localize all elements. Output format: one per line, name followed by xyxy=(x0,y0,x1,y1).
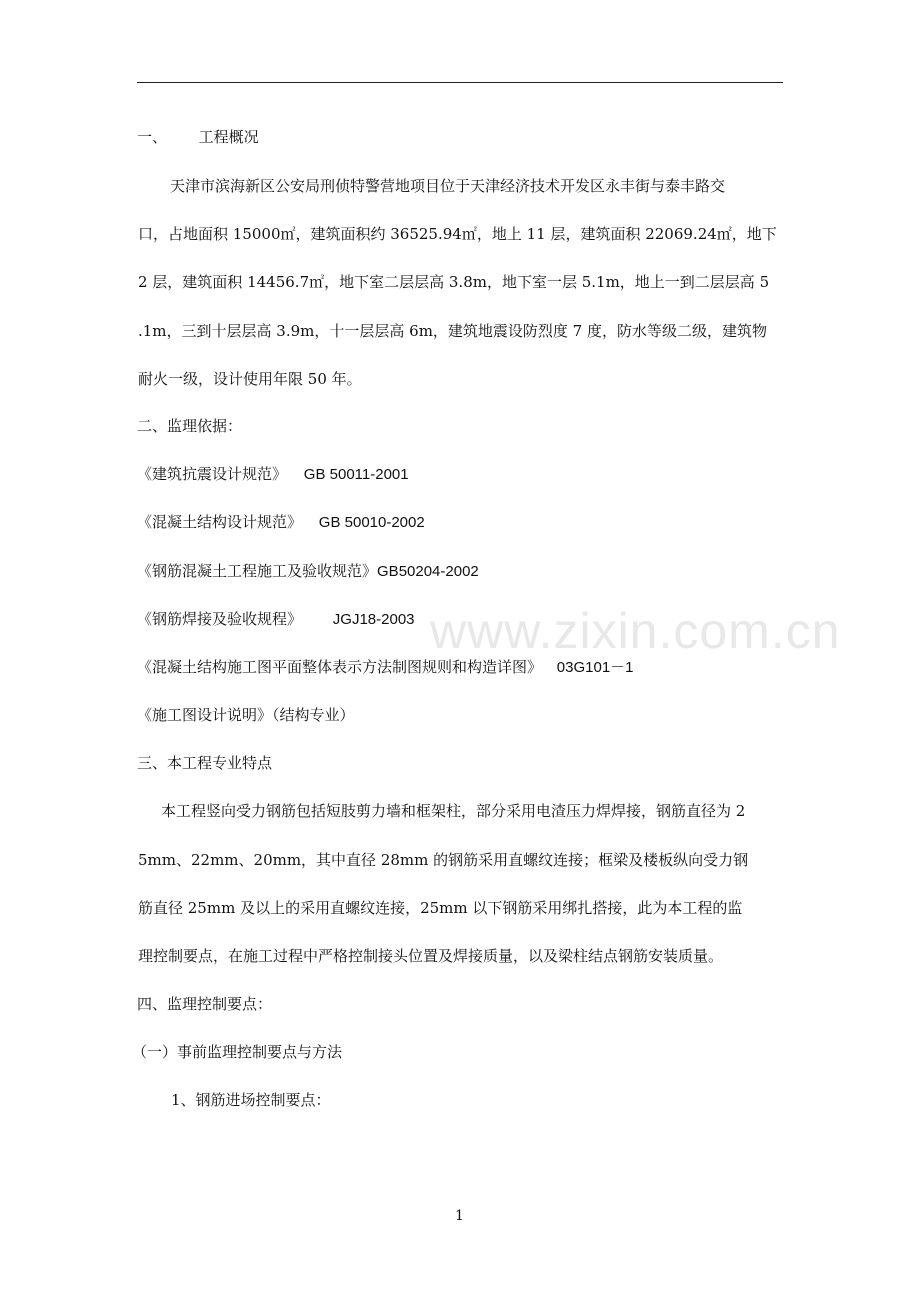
reference-title: 《钢筋混凝土工程施工及验收规范》 xyxy=(137,562,378,580)
s1-para-line-3: 2 层，建筑面积 14456.7㎡，地下室二层层高 3.8m，地下室一层 5.1m，地上一到二层层高 5 xyxy=(138,273,770,291)
list-item-heading: 1、钢筋进场控制要点： xyxy=(171,1091,331,1109)
reference-item xyxy=(137,705,355,725)
s3-para-line-4: 理控制要点，在施工过程中严格控制接头位置及焊接质量，以及梁柱结点钢筋安装质量。 xyxy=(138,947,724,965)
reference-item xyxy=(137,512,425,533)
section-3-heading: 三、本工程专业特点 xyxy=(137,754,273,772)
reference-item xyxy=(137,561,479,582)
reference-code: GB 50011-2001 xyxy=(303,466,409,483)
s3-para-line-2: 5mm、22mm、20mm，其中直径 28mm 的钢筋采用直螺纹连接；框梁及楼板纵向受力钢 xyxy=(138,851,749,869)
reference-title: 《建筑抗震设计规范》 xyxy=(137,465,288,483)
section-2-heading: 二、监理依据： xyxy=(137,417,243,435)
reference-title: 《混凝土结构施工图平面整体表示方法制图规则和构造详图》 xyxy=(137,658,543,676)
reference-title: 《钢筋焊接及验收规程》 xyxy=(137,610,303,628)
s1-para-line-4: .1m，三到十层层高 3.9m，十一层层高 6m，建筑地震设防烈度 7 度，防水等级二级，建筑物 xyxy=(138,322,768,340)
subsection-heading: （一）事前监理控制要点与方法 xyxy=(132,1043,343,1061)
s3-para-line-3: 筋直径 25mm 及以上的采用直螺纹连接，25mm 以下钢筋采用绑扎搭接，此为本工程的监 xyxy=(138,899,743,917)
reference-code: 03G101－1 xyxy=(556,659,634,676)
section-1-heading xyxy=(137,127,259,147)
s3-para-line-1: 本工程竖向受力钢筋包括短肢剪力墙和框架柱，部分采用电渣压力焊焊接，钢筋直径为 2 xyxy=(161,802,746,820)
reference-item xyxy=(137,464,409,485)
reference-code: JGJ18-2003 xyxy=(332,611,415,628)
page-number: 1 xyxy=(455,1208,464,1224)
watermark-text: www.zixin.com.cn xyxy=(430,603,841,659)
reference-title: 《施工图设计说明》（结构专业） xyxy=(137,706,355,724)
s1-para-line-1: 天津市滨海新区公安局刑侦特警营地项目位于天津经济技术开发区永丰街与泰丰路交 xyxy=(170,177,726,195)
reference-code: GB50204-2002 xyxy=(377,563,479,580)
s1-para-line-5: 耐火一级，设计使用年限 50 年。 xyxy=(138,370,362,388)
reference-item xyxy=(137,609,415,630)
section-4-heading: 四、监理控制要点： xyxy=(137,995,273,1013)
reference-title: 《混凝土结构设计规范》 xyxy=(137,513,303,531)
header-rule xyxy=(137,82,783,83)
reference-item xyxy=(137,657,634,678)
reference-code: GB 50010-2002 xyxy=(318,514,425,531)
s1-para-line-2: 口，占地面积 15000㎡，建筑面积约 36525.94㎡，地上 11 层，建筑面积 22069.24㎡，地下 xyxy=(138,225,777,243)
section-1-number: 一、 xyxy=(137,128,168,146)
section-1-title: 工程概况 xyxy=(198,128,259,146)
